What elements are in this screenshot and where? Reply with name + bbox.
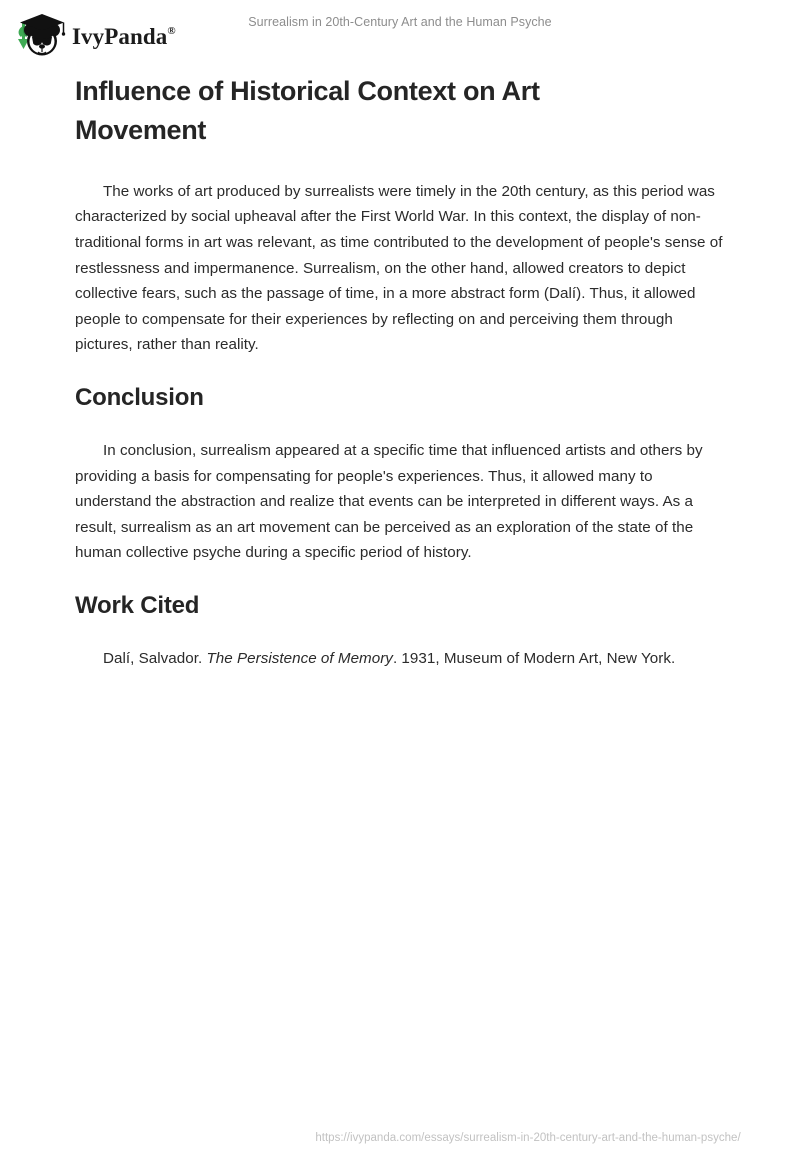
section-heading-work-cited: Work Cited xyxy=(75,592,200,620)
document-content xyxy=(75,72,726,672)
spacer xyxy=(75,358,726,382)
paragraph-historical-context: The works of art produced by surrealists were timely in the 20th century, as this period was characterized by social upheaval after the First World War. In this context, the display of non-traditional forms in art was relevant, as time contributed to the development of people's sense of restlessness and impermanence. Surrealism, on the other hand, allowed creators to depict collective fears, such as the passage of time, in a more abstract form (Dalí). Thus, it allowed people to compensate for their experiences by reflecting on and perceiving them through pictures, rather than reality. xyxy=(75,182,723,354)
spacer xyxy=(75,150,726,179)
brand-name-text: IvyPanda xyxy=(72,23,168,49)
footer-source-url[interactable]: https://ivypanda.com/essays/surrealism-in-20th-century-art-and-the-human-psyche/ xyxy=(315,1132,741,1144)
section-heading-conclusion: Conclusion xyxy=(75,383,204,411)
citation-details: . 1931, Museum of Modern Art, New York. xyxy=(392,650,676,668)
spacer xyxy=(75,621,726,646)
citation-entry xyxy=(75,646,726,672)
page-footer xyxy=(0,1128,800,1146)
spacer xyxy=(75,566,726,590)
page-title: Influence of Historical Context on Art Movement xyxy=(75,76,540,145)
citation-work-title: The Persistence of Memory xyxy=(206,650,393,668)
paragraph-conclusion: In conclusion, surrealism appeared at a specific time that influenced artists and others by providing a basis for compensating for people's experiences. Thus, it allowed many to understand the abstraction and realize that events can be interpreted in different ways. As a result, surrealism as an art movement can be perceived as an exploration of the state of the human collective psyche during a specific period of history. xyxy=(75,442,703,562)
spacer xyxy=(75,413,726,438)
citation-author: Dalí, Salvador. xyxy=(103,650,207,668)
registered-mark: ® xyxy=(167,24,176,37)
running-header-title: Surrealism in 20th-Century Art and the Human Psyche xyxy=(248,15,552,29)
page-header xyxy=(0,0,800,62)
